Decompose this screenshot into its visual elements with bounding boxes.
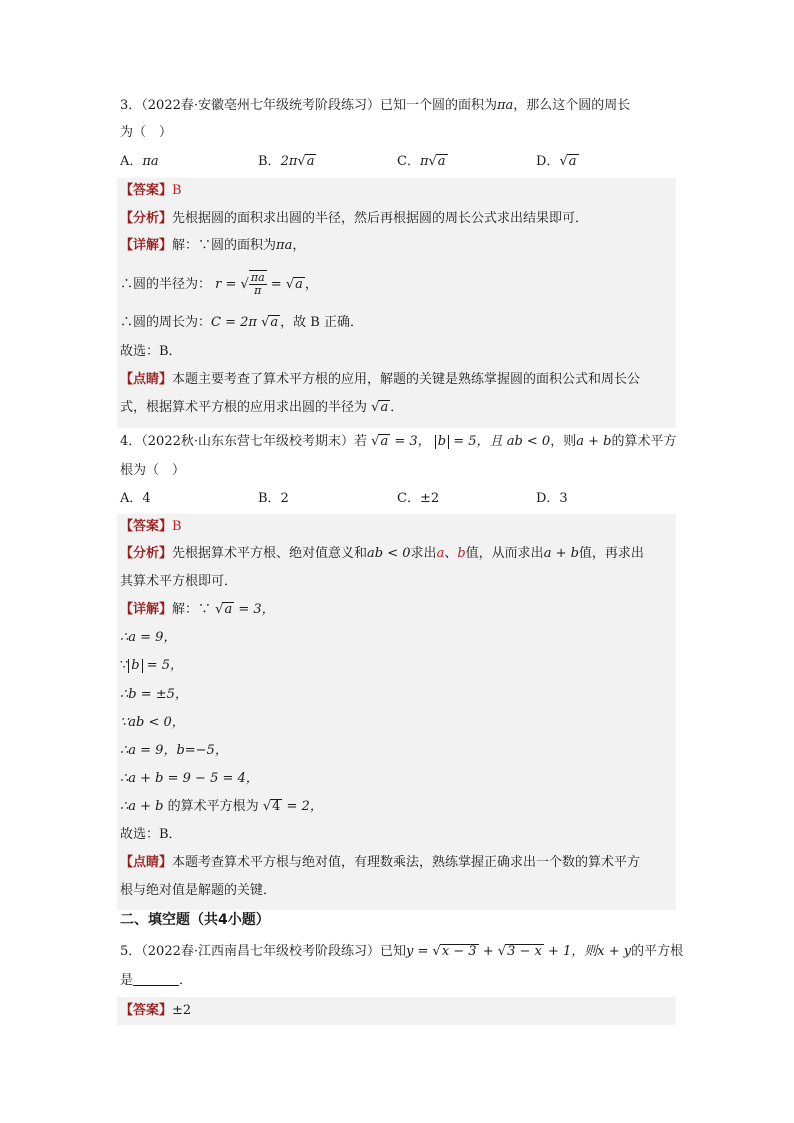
q4-analysis-tag: 【分析】	[120, 546, 173, 561]
q5-stem-y: y =	[406, 944, 429, 959]
q3-option-d: D．√a	[536, 154, 577, 169]
q3-radius-label: ∴圆的半径为：	[120, 277, 212, 292]
q4-answer-value: B	[172, 519, 182, 534]
q4-step-a: ∴a = 9，	[120, 630, 177, 645]
q3-answer-value: B	[172, 183, 182, 198]
q4-analysis-text-1: 先根据算术平方根、绝对值意义和	[172, 546, 368, 561]
q3-detail-area: πa	[276, 238, 293, 253]
q3-circ-end: ，故 B 正确．	[280, 315, 363, 330]
q4-stem-then: ，则	[550, 434, 577, 449]
q4-analysis-b: b	[457, 546, 466, 561]
q3-comment-end: ．	[390, 400, 404, 415]
q3-comment-tag: 【点睛】	[120, 372, 173, 387]
q5-stem-text: 5．（2022春·江西南昌七年级校考阶段练习）已知	[120, 944, 406, 959]
q3-stem-line2: 为（ ）	[120, 125, 173, 140]
q4-detail: 【详解】解：∵ √a = 3，	[120, 602, 275, 617]
q3-radius-denominator: π	[254, 284, 262, 297]
q3-option-c-radicand: a	[437, 154, 446, 169]
q3-option-c: C．π√a	[397, 154, 446, 169]
q4-stem-end: 的算术平方	[611, 434, 677, 449]
q3-detail-tag: 【详解】	[120, 238, 173, 253]
q3-circ-radicand: a	[270, 315, 279, 330]
q4-analysis-ab: ab < 0	[367, 546, 411, 561]
q3-answer	[120, 181, 182, 201]
q3-detail	[120, 236, 305, 256]
q3-option-c-coef: π	[419, 154, 429, 169]
q3-radius-result: a	[295, 277, 303, 292]
q3-detail-text: 解：∵圆的面积为	[172, 238, 277, 253]
q3-stem-end: ，那么这个圆的周长	[513, 98, 631, 113]
q4-step-values: ∴a = 9，b=−5，	[120, 743, 228, 758]
section-fill-in-heading: 二、填空题（共4小题）	[120, 912, 270, 928]
q4-stem-radicand: a	[380, 434, 389, 449]
q4-step-root-apb: ∴a + b	[120, 799, 164, 814]
q3-analysis-tag: 【分析】	[120, 211, 173, 226]
q4-choose: 故选：B．	[120, 827, 182, 842]
q5-answer-blank	[133, 971, 179, 986]
q3-option-d-label: D．	[536, 154, 560, 169]
q3-comment-1	[120, 370, 640, 390]
q4-step-b: ∴b = ±5，	[120, 687, 188, 702]
q5-answer-tag: 【答案】	[120, 1003, 173, 1018]
q4-step-root-radicand: 4	[272, 799, 281, 814]
q3-stem-area: πa	[497, 98, 514, 113]
q3-circ-label: ∴圆的周长为：	[120, 315, 212, 330]
q3-comment-text-2: 式，根据算术平方根的应用求出圆的半径为	[120, 400, 368, 415]
q4-stem-apb: a + b	[576, 434, 612, 449]
q5-solution-block	[117, 997, 676, 1025]
q4-stem-text: 4．（2022秋·山东东营七年级校考期末）若	[120, 434, 367, 449]
q3-option-b-label: B．	[258, 154, 281, 169]
q4-step-abs-b-value: b	[128, 659, 142, 673]
q5-stem-shi: 是	[120, 973, 134, 988]
q3-option-d-radicand: a	[568, 154, 577, 169]
q4-detail-text: 解：∵	[172, 602, 212, 617]
q4-analysis-line2: 其算术平方根即可．	[120, 574, 238, 589]
q4-analysis-apb: a + b	[543, 546, 579, 561]
q4-option-b: B．2	[258, 491, 289, 506]
q3-analysis	[120, 209, 588, 229]
q3-comment-radicand: a	[380, 400, 389, 415]
q4-step-root-text: 的算术平方根为	[167, 799, 259, 814]
q5-stem-line1: 5．（2022春·江西南昌七年级校考阶段练习）已知y = √x − 3 + √3 − x + 1，则x + y的平方根	[120, 944, 684, 959]
q4-option-a: A．4	[120, 491, 151, 506]
q3-option-a	[120, 152, 159, 172]
q4-comment-1	[120, 853, 640, 873]
q4-step-root: ∴a + b 的算术平方根为 √4 = 2，	[120, 799, 323, 814]
q4-step-root-result: = 2，	[286, 799, 323, 814]
q4-stem-eq1: = 3，	[394, 434, 431, 449]
q4-stem-ab: ab < 0	[506, 434, 551, 449]
q5-stem-radicand-2: 3 − x	[507, 944, 542, 959]
q4-step-sum: ∴a + b = 9 − 5 = 4，	[120, 771, 259, 786]
q3-detail-radius: ∴圆的半径为： r = √ $\frac{\pi a}{\pi}$ = √a ，	[120, 271, 318, 297]
q4-option-c: C．±2	[397, 491, 440, 506]
q4-stem-abs-b: b	[435, 435, 449, 449]
q3-option-b: B．2π√a	[258, 154, 315, 169]
q3-radius-equals: =	[270, 277, 282, 292]
q3-choose: 故选：B．	[120, 344, 182, 359]
q3-answer-tag: 【答案】	[120, 183, 173, 198]
q4-analysis-a: a	[436, 546, 445, 561]
q4-step-ab: ∵ab < 0，	[120, 715, 185, 730]
q3-option-b-coef: 2π	[280, 154, 298, 169]
q3-option-a-value: πa	[142, 154, 159, 169]
q4-step-abs-b-eq: = 5，	[146, 658, 184, 673]
q4-analysis-text-2: 求出	[410, 546, 437, 561]
q4-detail-tag: 【详解】	[120, 602, 173, 617]
q3-radius-numerator: πa	[250, 271, 265, 284]
q3-comment-text-1: 本题主要考查了算术平方根的应用，解题的关键是熟练掌握圆的面积公式和周长公	[172, 372, 641, 387]
q4-detail-eq: = 3，	[238, 602, 275, 617]
q5-stem-period: ．	[179, 973, 193, 988]
q4-stem-line2: 根为（ ）	[120, 463, 186, 478]
q4-comment-2: 根与绝对值是解题的关键．	[120, 883, 277, 898]
q3-radius-r: r =	[215, 277, 237, 292]
q3-radius-fraction	[249, 272, 267, 297]
q3-analysis-text: 先根据圆的面积求出圆的半径，然后再根据圆的周长公式求出结果即可．	[172, 211, 589, 226]
q3-stem-text: 3．（2022春·安徽亳州七年级统考阶段练习）已知一个圆的面积为	[120, 98, 497, 113]
q5-stem-plus-one: + 1，则	[547, 944, 598, 959]
q3-stem-line1	[120, 96, 630, 116]
q5-answer	[120, 1001, 191, 1021]
q5-stem-line2	[120, 971, 192, 991]
q5-stem-plus: +	[482, 944, 494, 959]
q3-detail-end: ，	[292, 238, 306, 253]
q3-circ-formula: C = 2π	[211, 315, 257, 330]
q4-detail-radicand: a	[224, 602, 233, 617]
q4-analysis-text-4: 值，再求出	[578, 546, 644, 561]
q3-option-c-label: C．	[397, 154, 420, 169]
q3-option-a-label: A．	[120, 154, 143, 169]
q5-answer-value: ±2	[172, 1003, 192, 1018]
q4-comment-text-1: 本题考查算术平方根与绝对值，有理数乘法，熟练掌握正确求出一个数的算术平方	[172, 855, 641, 870]
q4-stem-eq2: = 5，且	[453, 434, 503, 449]
q4-step-because: ∵	[120, 658, 129, 673]
q3-radius-end: ，	[304, 277, 318, 292]
q4-stem-line1: 4．（2022秋·山东东营七年级校考期末）若 √a = 3， b = 5，且 ab < 0，则a + b的算术平方	[120, 434, 677, 449]
q4-analysis-text-3: 值，从而求出	[465, 546, 544, 561]
q5-stem-end: 的平方根	[631, 944, 684, 959]
q3-detail-circumference: ∴圆的周长为：C = 2π √a ，故 B 正确．	[120, 315, 363, 330]
q4-answer	[120, 517, 182, 537]
q3-option-b-radicand: a	[306, 154, 315, 169]
q4-answer-tag: 【答案】	[120, 519, 173, 534]
q5-stem-radicand-1: x − 3	[441, 944, 477, 959]
q4-analysis-sep: 、	[444, 546, 458, 561]
q4-analysis	[120, 544, 644, 564]
q5-stem-xy: x + y	[597, 944, 632, 959]
q3-comment-2: 式，根据算术平方根的应用求出圆的半径为 √a ．	[120, 400, 404, 415]
q4-step-abs-b	[120, 656, 183, 676]
q4-comment-tag: 【点睛】	[120, 855, 173, 870]
q4-option-d: D．3	[536, 491, 568, 506]
